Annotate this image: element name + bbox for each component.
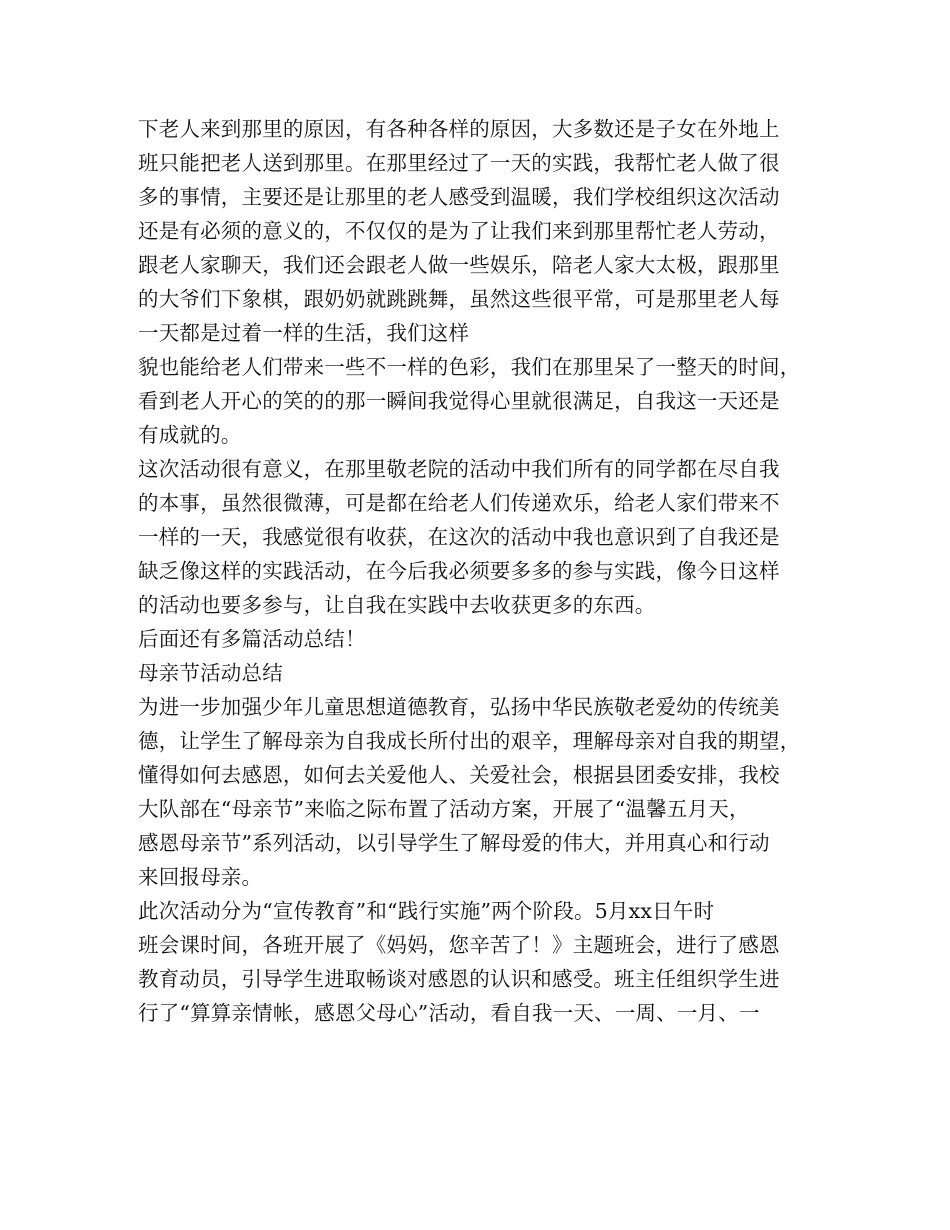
text-line: 的大爷们下象棋，跟奶奶就跳跳舞，虽然这些很平常，可是那里老人每: [138, 287, 780, 311]
text-line: 班只能把老人送到那里。在那里经过了一天的实践，我帮忙老人做了很: [138, 151, 780, 175]
text-line: 的本事，虽然很微薄，可是都在给老人们传递欢乐，给老人家们带来不: [138, 491, 780, 515]
text-line: 班会课时间，各班开展了《妈妈，您辛苦了！》主题班会，进行了感恩: [138, 933, 780, 957]
text-line: 跟老人家聊天，我们还会跟老人做一些娱乐，陪老人家大太极，跟那里: [138, 253, 780, 277]
document-body: [138, 112, 828, 1030]
text-line: 有成就的。: [138, 423, 242, 447]
text-line: 教育动员，引导学生进取畅谈对感恩的认识和感受。班主任组织学生进: [138, 967, 780, 991]
text-line: 来回报母亲。: [138, 865, 263, 889]
text-line: 的活动也要多参与，让自我在实践中去收获更多的东西。: [138, 593, 656, 617]
text-line: 感恩母亲节”系列活动，以引导学生了解母爱的伟大，并用真心和行动: [138, 831, 770, 855]
text-line: 懂得如何去感恩，如何去关爱他人、关爱社会，根据县团委安排，我校: [138, 763, 780, 787]
text-line: 这次活动很有意义，在那里敬老院的活动中我们所有的同学都在尽自我: [138, 457, 780, 481]
text-line: 下老人来到那里的原因，有各种各样的原因，大多数还是子女在外地上: [138, 117, 780, 141]
text-line: 德，让学生了解母亲为自我成长所付出的艰辛，理解母亲对自我的期望，: [138, 729, 801, 753]
text-line: 一天都是过着一样的生活，我们这样: [138, 321, 470, 345]
text-line: 为进一步加强少年儿童思想道德教育，弘扬中华民族敬老爱幼的传统美: [138, 695, 780, 719]
text-line: 缺乏像这样的实践活动，在今后我必须要多多的参与实践，像今日这样: [138, 559, 780, 583]
text-line: 多的事情，主要还是让那里的老人感受到温暖，我们学校组织这次活动: [138, 185, 780, 209]
text-line: 此次活动分为“宣传教育”和“践行实施”两个阶段。5月xx日午时: [138, 899, 715, 923]
text-line: 一样的一天，我感觉很有收获，在这次的活动中我也意识到了自我还是: [138, 525, 780, 549]
text-line: 后面还有多篇活动总结！: [138, 627, 366, 651]
section-heading: 母亲节活动总结: [138, 661, 283, 685]
text-line: 还是有必须的意义的，不仅仅的是为了让我们来到那里帮忙老人劳动，: [138, 219, 780, 243]
text-line: 大队部在“母亲节”来临之际布置了活动方案，开展了“温馨五月天，: [138, 797, 750, 821]
text-line: 行了“算算亲情帐，感恩父母心”活动，看自我一天、一周、一月、一: [138, 1001, 760, 1025]
text-line: 貌也能给老人们带来一些不一样的色彩，我们在那里呆了一整天的时间，: [138, 355, 801, 379]
text-line: 看到老人开心的笑的的那一瞬间我觉得心里就很满足，自我这一天还是: [138, 389, 780, 413]
